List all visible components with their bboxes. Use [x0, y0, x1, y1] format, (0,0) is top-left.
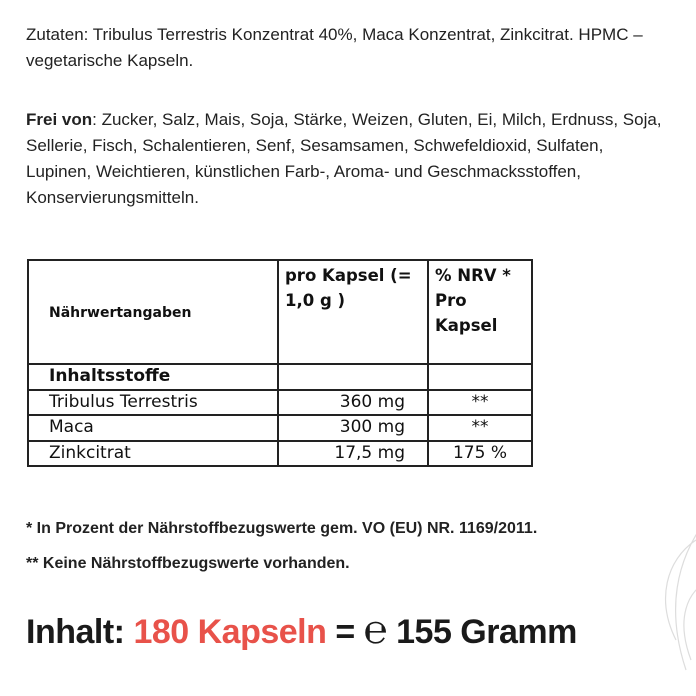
header-naehrwert: Nährwertangaben — [28, 260, 278, 364]
section-row — [28, 364, 532, 390]
free-from-text — [26, 107, 666, 211]
row-amount: 360 mg — [278, 390, 428, 416]
content-weight: 155 Gramm — [396, 613, 577, 651]
table-row — [28, 390, 532, 416]
row-name: Tribulus Terrestris — [28, 390, 278, 416]
row-amount: 17,5 mg — [278, 441, 428, 467]
ingredients-text: Zutaten: Tribulus Terrestris Konzentrat 40%, Maca Konzentrat, Zinkcitrat. HPMC – vegetarische Kapseln. — [26, 25, 643, 70]
header-pro-kapsel: pro Kapsel (= 1,0 g ) — [278, 260, 428, 364]
nutrition-table — [27, 259, 533, 467]
table-row — [28, 441, 532, 467]
row-amount: 300 mg — [278, 415, 428, 441]
estimate-sign-icon: ℮ — [363, 607, 388, 653]
free-from-label: Frei von — [26, 110, 93, 129]
table-row — [28, 415, 532, 441]
section-label: Inhaltsstoffe — [28, 364, 278, 390]
row-name: Maca — [28, 415, 278, 441]
row-nrv: ** — [428, 390, 532, 416]
header-nrv: % NRV * Pro Kapsel — [428, 260, 532, 364]
content-label: Inhalt: — [26, 613, 125, 651]
capsule-count: 180 Kapseln — [133, 613, 327, 651]
content-summary — [26, 606, 577, 653]
table-header-row — [28, 260, 532, 364]
footnote-no-nrv: ** Keine Nährstoffbezugswerte vorhanden. — [26, 555, 350, 572]
row-name: Zinkcitrat — [28, 441, 278, 467]
footnote-nrv: * In Prozent der Nährstoffbezugswerte gem. VO (EU) NR. 1169/2011. — [26, 520, 538, 537]
row-nrv: 175 % — [428, 441, 532, 467]
equals-sign: = — [335, 613, 355, 651]
row-nrv: ** — [428, 415, 532, 441]
free-from-list: : Zucker, Salz, Mais, Soja, Stärke, Weizen, Gluten, Ei, Milch, Erdnuss, Soja, Sellerie, Fisch, Schalentieren, Senf, Sesamsamen, Schwefeldioxid, Sulfaten, Lupinen, Weichtieren, künstlichen Farb-, Aroma- und Geschmacksstoffen, Konservierungsmitteln. — [26, 110, 662, 207]
leaf-decoration-icon — [636, 520, 696, 696]
